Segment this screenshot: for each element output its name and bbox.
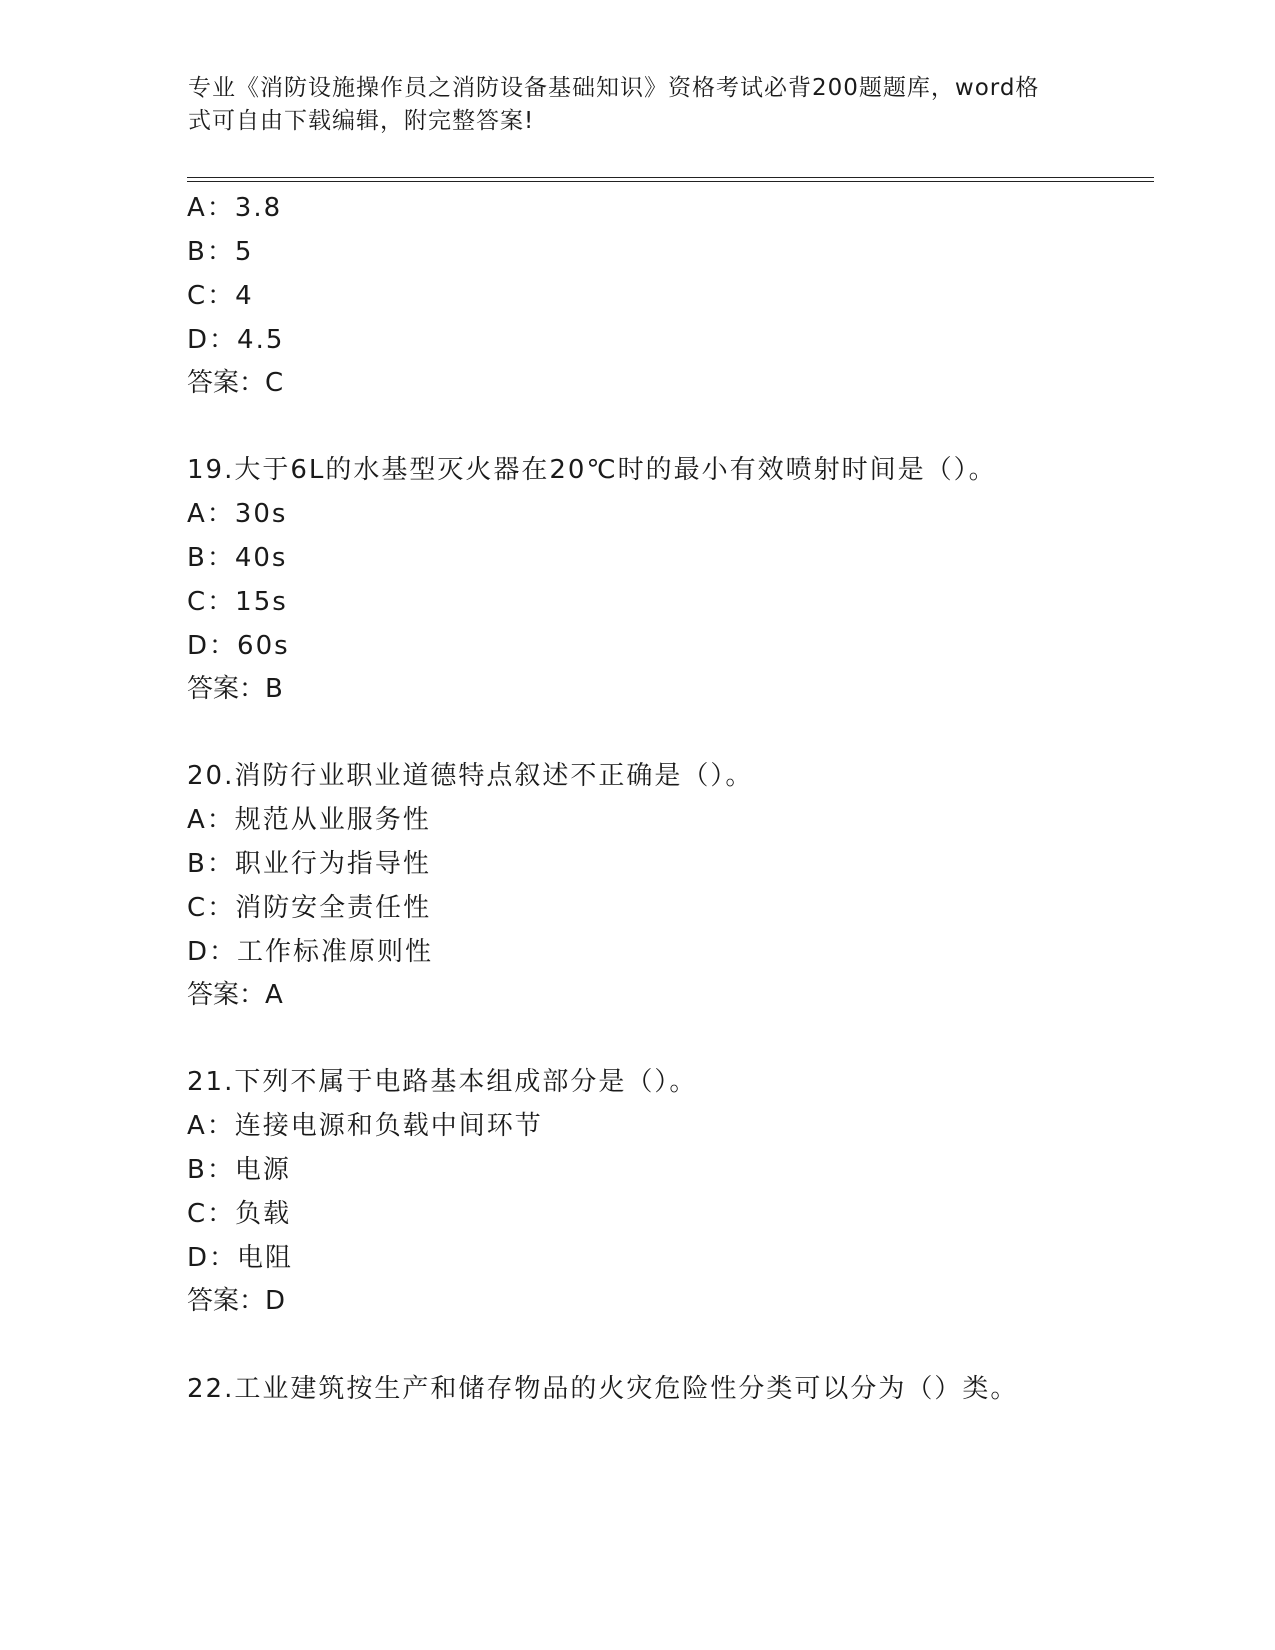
q21-option-b: B：电源 xyxy=(187,1155,291,1185)
header-divider-bottom xyxy=(187,181,1154,182)
q18-option-c: C：4 xyxy=(187,281,254,311)
q18-option-b: B：5 xyxy=(187,237,254,267)
q19-question: 19.大于6L的水基型灭火器在20℃时的最小有效喷射时间是（）。 xyxy=(187,455,997,485)
header-title-line-1: 专业《消防设施操作员之消防设备基础知识》资格考试必背200题题库，word格 xyxy=(188,75,1040,101)
q20-option-a: A：规范从业服务性 xyxy=(187,805,431,835)
q19-option-c: C：15s xyxy=(187,587,288,617)
header-divider-top xyxy=(187,177,1154,178)
q21-option-a: A：连接电源和负载中间环节 xyxy=(187,1111,543,1141)
q18-answer: 答案：C xyxy=(187,368,284,398)
q19-answer: 答案：B xyxy=(187,674,283,704)
q20-option-d: D：工作标准原则性 xyxy=(187,937,434,967)
q20-question: 20.消防行业职业道德特点叙述不正确是（）。 xyxy=(187,761,754,791)
q22-question: 22.工业建筑按生产和储存物品的火灾危险性分类可以分为（）类。 xyxy=(187,1374,1019,1404)
q18-option-a: A：3.8 xyxy=(187,193,283,223)
q21-question: 21.下列不属于电路基本组成部分是（）。 xyxy=(187,1067,698,1097)
q20-option-b: B：职业行为指导性 xyxy=(187,849,431,879)
q20-answer: 答案：A xyxy=(187,980,283,1010)
q19-option-d: D：60s xyxy=(187,631,290,661)
q18-option-d: D：4.5 xyxy=(187,325,285,355)
q21-answer: 答案：D xyxy=(187,1286,286,1316)
q21-option-c: C：负载 xyxy=(187,1199,292,1229)
document-header xyxy=(188,72,1078,138)
q19-option-a: A：30s xyxy=(187,499,288,529)
q21-option-d: D：电阻 xyxy=(187,1243,294,1273)
header-title-line-2: 式可自由下载编辑，附完整答案! xyxy=(188,108,535,134)
q20-option-c: C：消防安全责任性 xyxy=(187,893,432,923)
q19-option-b: B：40s xyxy=(187,543,288,573)
